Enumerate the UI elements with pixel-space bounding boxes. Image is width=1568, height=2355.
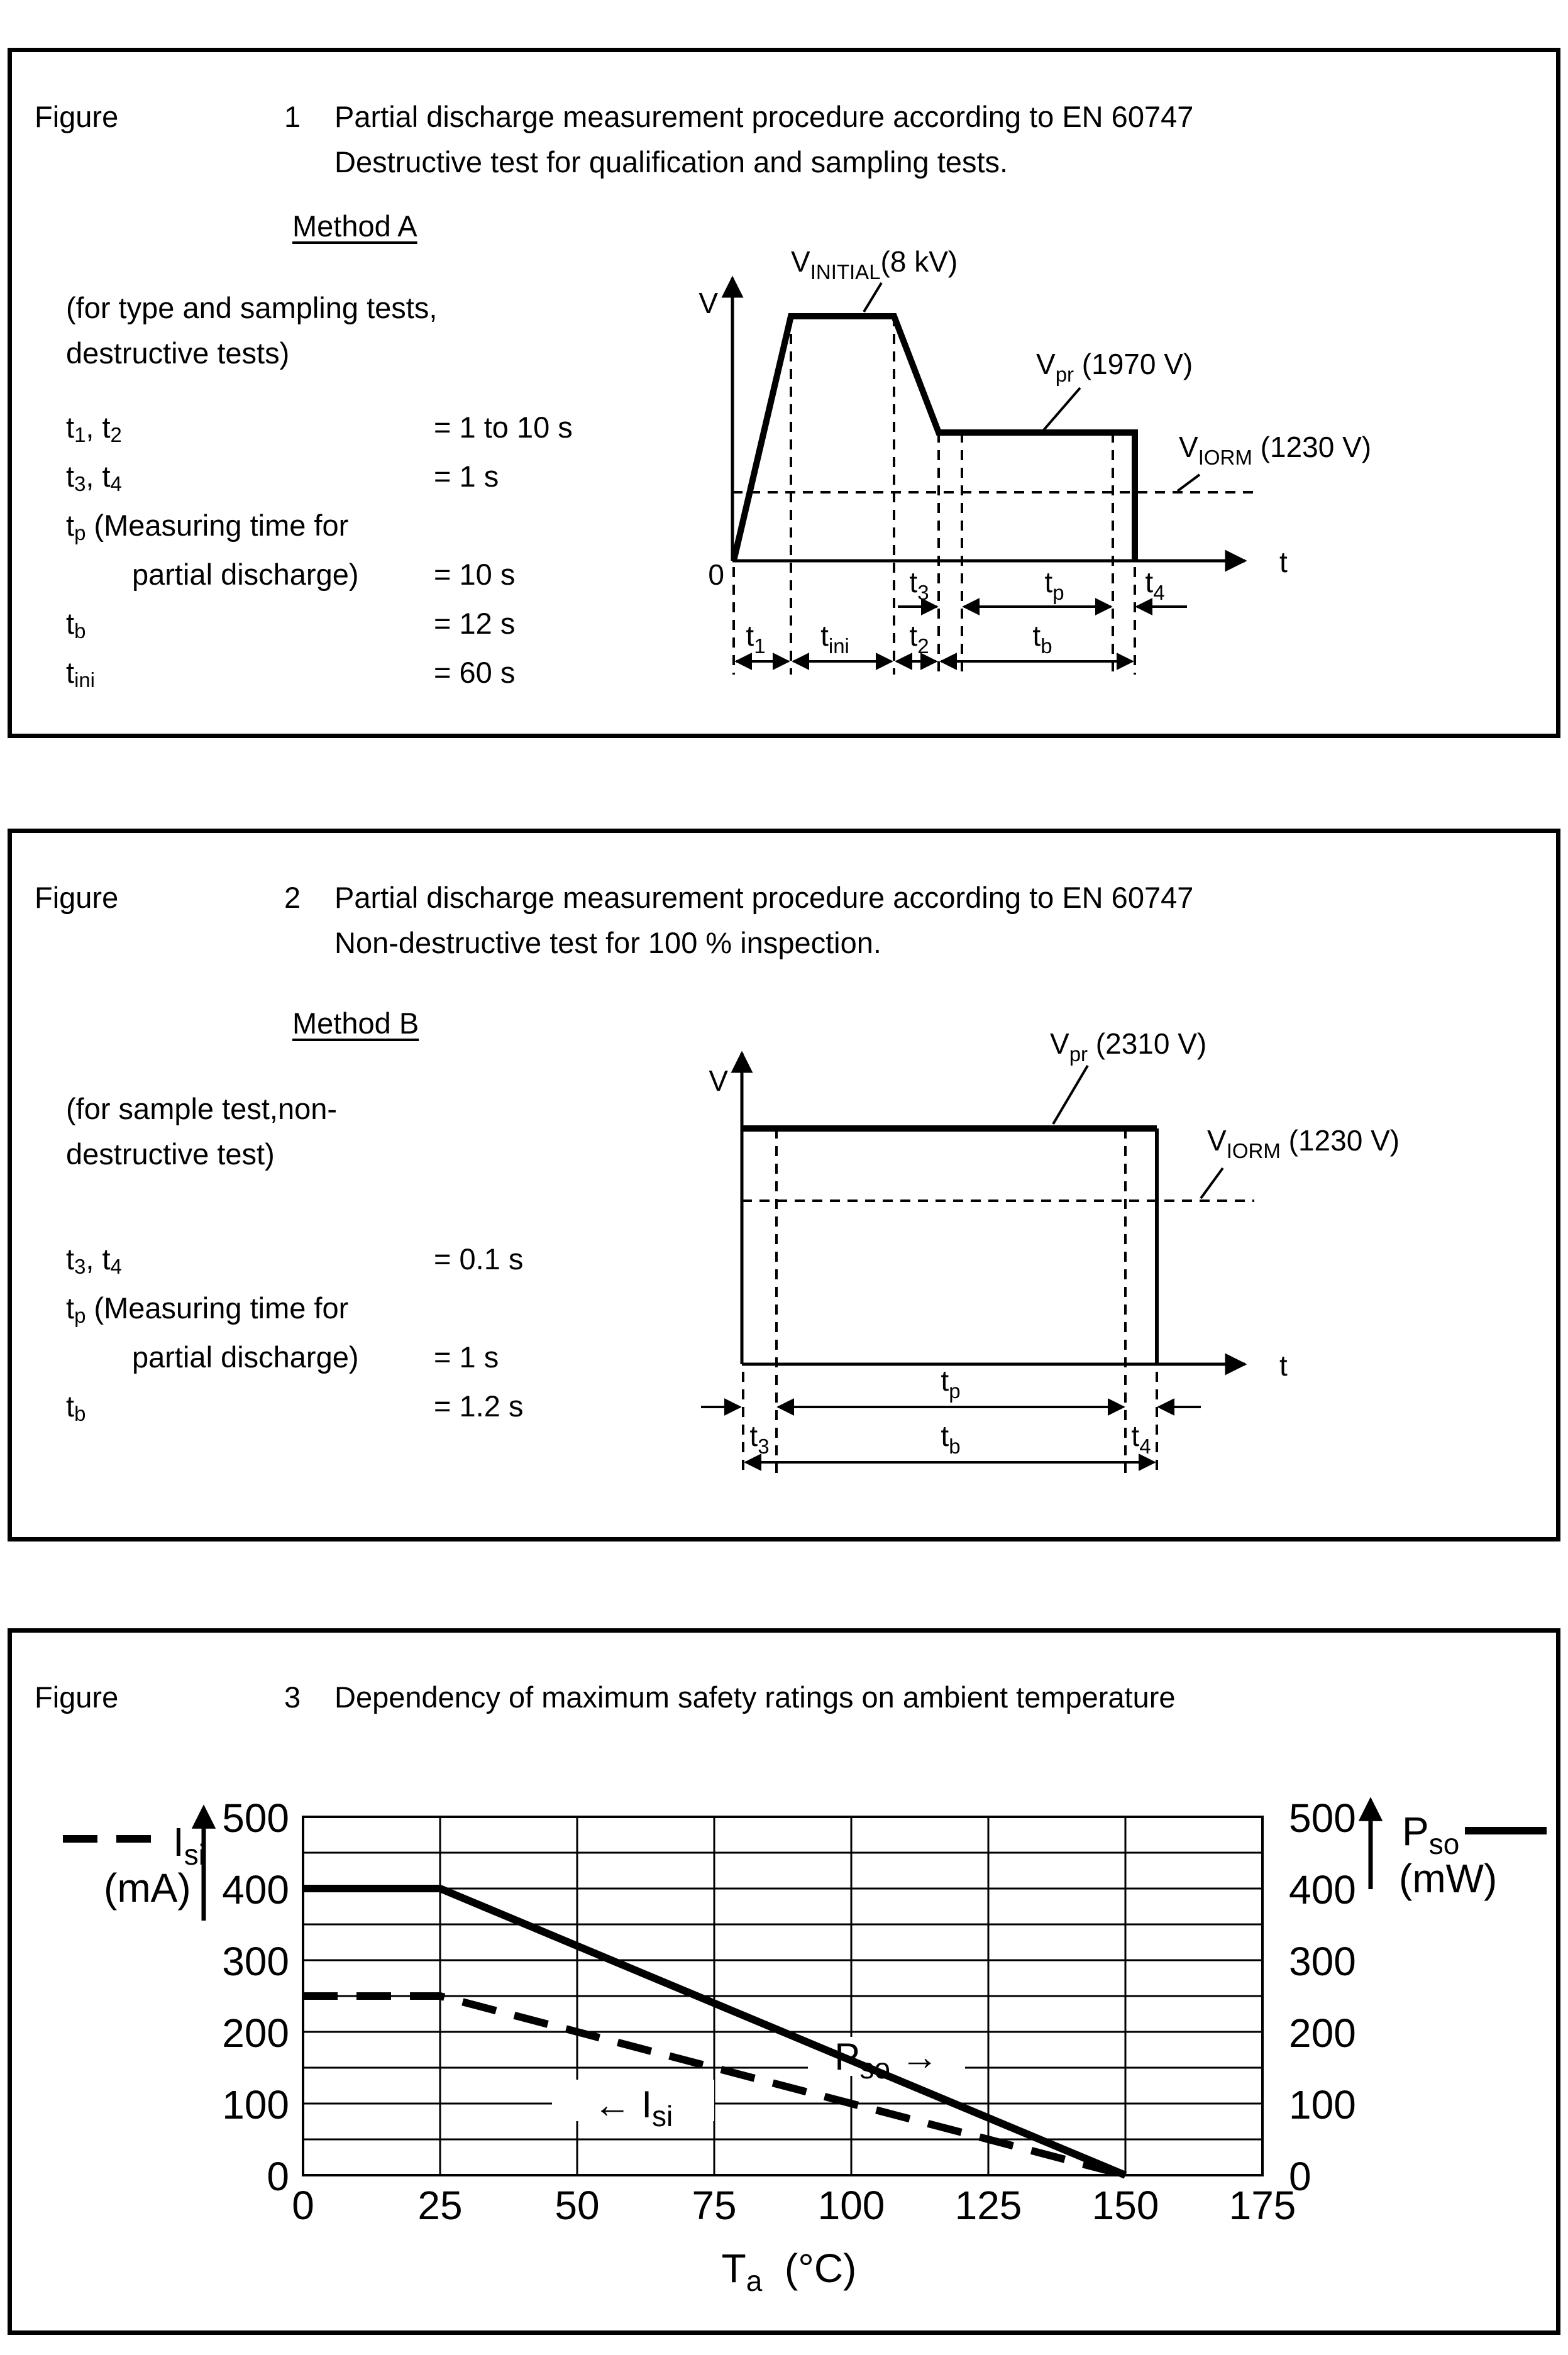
param-symbol: tb <box>66 1389 86 1426</box>
param-value: = 60 s <box>434 656 516 689</box>
param-symbol: t3, t4 <box>66 460 122 496</box>
isi-legend-unit: (mA) <box>104 1865 191 1911</box>
param-value: = 10 s <box>434 558 516 591</box>
param-symbol: t1, t2 <box>66 411 122 447</box>
param-continuation: partial discharge) <box>132 558 359 591</box>
svg-text:150: 150 <box>1091 2183 1159 2228</box>
v-pr-callout <box>1044 388 1080 430</box>
figure3-number: 3 <box>284 1680 301 1714</box>
figure1-label: Figure <box>35 100 119 133</box>
param-continuation: partial discharge) <box>132 1340 359 1374</box>
param-symbol: tp (Measuring time for <box>66 509 349 545</box>
pso-annotation: $P_{so}$ → <box>834 2036 939 2085</box>
svg-text:175: 175 <box>1228 2183 1296 2228</box>
pso-legend <box>1371 1802 1547 1901</box>
svg-text:500: 500 <box>1289 1795 1356 1841</box>
param-symbol: tb <box>66 607 86 643</box>
t1-dim-label: $t_1$ <box>746 619 766 658</box>
tini-dim-label: $t_{ini}$ <box>820 619 849 658</box>
pso-legend-label: $P_{so}$ <box>1402 1809 1460 1860</box>
figure2-title-line2: Non-destructive test for 100 % inspection. <box>334 926 881 959</box>
svg-text:400: 400 <box>1289 1867 1356 1912</box>
param-value: = 1 s <box>434 1340 499 1374</box>
figure2-method: Method B <box>292 1007 419 1040</box>
param-symbol: t3, t4 <box>66 1242 122 1279</box>
tp-dim-label: $t_p$ <box>941 1364 961 1403</box>
svg-text:100: 100 <box>817 2183 885 2228</box>
param-value: = 12 s <box>434 607 516 640</box>
param-value: = 1 s <box>434 460 499 493</box>
figure3-title: Dependency of maximum safety ratings on ambient temperature <box>334 1680 1176 1714</box>
figure1-scope-line1: (for type and sampling tests, <box>66 291 438 324</box>
t-axis-label: t <box>1279 1349 1288 1382</box>
param-symbol: tp (Measuring time for <box>66 1291 349 1328</box>
figure1-method: Method A <box>292 209 417 243</box>
svg-text:100: 100 <box>1289 2082 1356 2127</box>
param-value: = 0.1 s <box>434 1242 524 1276</box>
figure1-title-line1: Partial discharge measurement procedure according to EN 60747 <box>334 100 1194 133</box>
param-value: = 1 to 10 s <box>434 411 573 444</box>
svg-text:25: 25 <box>417 2183 463 2228</box>
isi-legend <box>63 1809 205 1921</box>
svg-text:500: 500 <box>222 1795 289 1841</box>
t-axis-label: t <box>1279 546 1288 578</box>
v-iorm-callout <box>1178 475 1200 491</box>
svg-text:0: 0 <box>1289 2154 1311 2199</box>
figure3-chart <box>38 1785 1553 2301</box>
figure1-scope-line2: destructive tests) <box>66 336 290 370</box>
figure1-number: 1 <box>284 100 301 133</box>
t2-dim-label: $t_2$ <box>909 619 929 658</box>
figure2-title-line1: Partial discharge measurement procedure according to EN 60747 <box>334 881 1194 914</box>
figure1-diagram <box>648 233 1547 698</box>
svg-text:50: 50 <box>555 2183 600 2228</box>
v-iorm-label: $V_{IORM}$ (1230 V) <box>1207 1124 1400 1162</box>
v-initial-callout <box>864 283 881 312</box>
v-axis-label: V <box>709 1064 728 1097</box>
t3-dim-label: $t_3$ <box>749 1420 770 1458</box>
svg-text:200: 200 <box>222 2010 289 2056</box>
svg-text:0: 0 <box>267 2154 289 2199</box>
tb-dim-label: $t_b$ <box>1032 619 1052 658</box>
isi-annotation: ← $I_{si}$ <box>593 2083 673 2132</box>
origin-label: 0 <box>708 558 724 591</box>
pso-legend-unit: (mW) <box>1399 1856 1498 1901</box>
isi-legend-label: $I_{si}$ <box>173 1819 206 1871</box>
svg-text:300: 300 <box>222 1939 289 1984</box>
dashed-guides <box>742 1128 1254 1476</box>
v-pr-label: $V_{pr}$ (1970 V) <box>1036 348 1193 386</box>
t3-dim-label: $t_3$ <box>909 566 929 604</box>
v-pr-callout <box>1053 1066 1088 1124</box>
svg-text:200: 200 <box>1289 2010 1356 2056</box>
y-axis-left-ticks <box>222 1795 289 2199</box>
svg-text:400: 400 <box>222 1867 289 1912</box>
gridlines <box>303 1817 1262 2175</box>
v-pr-label: $V_{pr}$ (2310 V) <box>1050 1027 1207 1066</box>
t4-dim-label: $t_4$ <box>1145 566 1165 604</box>
t4-dim-label: $t_4$ <box>1131 1420 1151 1458</box>
y-axis-right-ticks <box>1289 1795 1356 2199</box>
v-iorm-callout <box>1201 1168 1223 1198</box>
v-axis-label: V <box>698 287 718 319</box>
figure2-diagram <box>648 1006 1547 1509</box>
svg-text:300: 300 <box>1289 1939 1356 1984</box>
tb-dim-label: $t_b$ <box>941 1420 961 1458</box>
x-axis-title: $T_a$ (°C) <box>721 2246 857 2297</box>
tp-dim-label: $t_p$ <box>1044 566 1064 604</box>
svg-text:0: 0 <box>292 2183 314 2228</box>
svg-text:100: 100 <box>222 2082 289 2127</box>
figure1-title-line2: Destructive test for qualification and sampling tests. <box>334 145 1008 179</box>
figure3-label: Figure <box>35 1680 119 1714</box>
figure2-label: Figure <box>35 881 119 914</box>
v-initial-label: $V_{INITIAL}(8$ kV) <box>791 245 958 284</box>
svg-text:75: 75 <box>692 2183 737 2228</box>
figure2-scope-line2: destructive test) <box>66 1137 275 1171</box>
param-symbol: tini <box>66 656 95 692</box>
figure2-scope-line1: (for sample test,non- <box>66 1092 338 1125</box>
param-value: = 1.2 s <box>434 1389 524 1423</box>
x-axis-ticks <box>292 2183 1296 2228</box>
v-iorm-label: $V_{IORM}$ (1230 V) <box>1179 431 1372 469</box>
figure2-number: 2 <box>284 881 301 914</box>
svg-text:125: 125 <box>954 2183 1022 2228</box>
